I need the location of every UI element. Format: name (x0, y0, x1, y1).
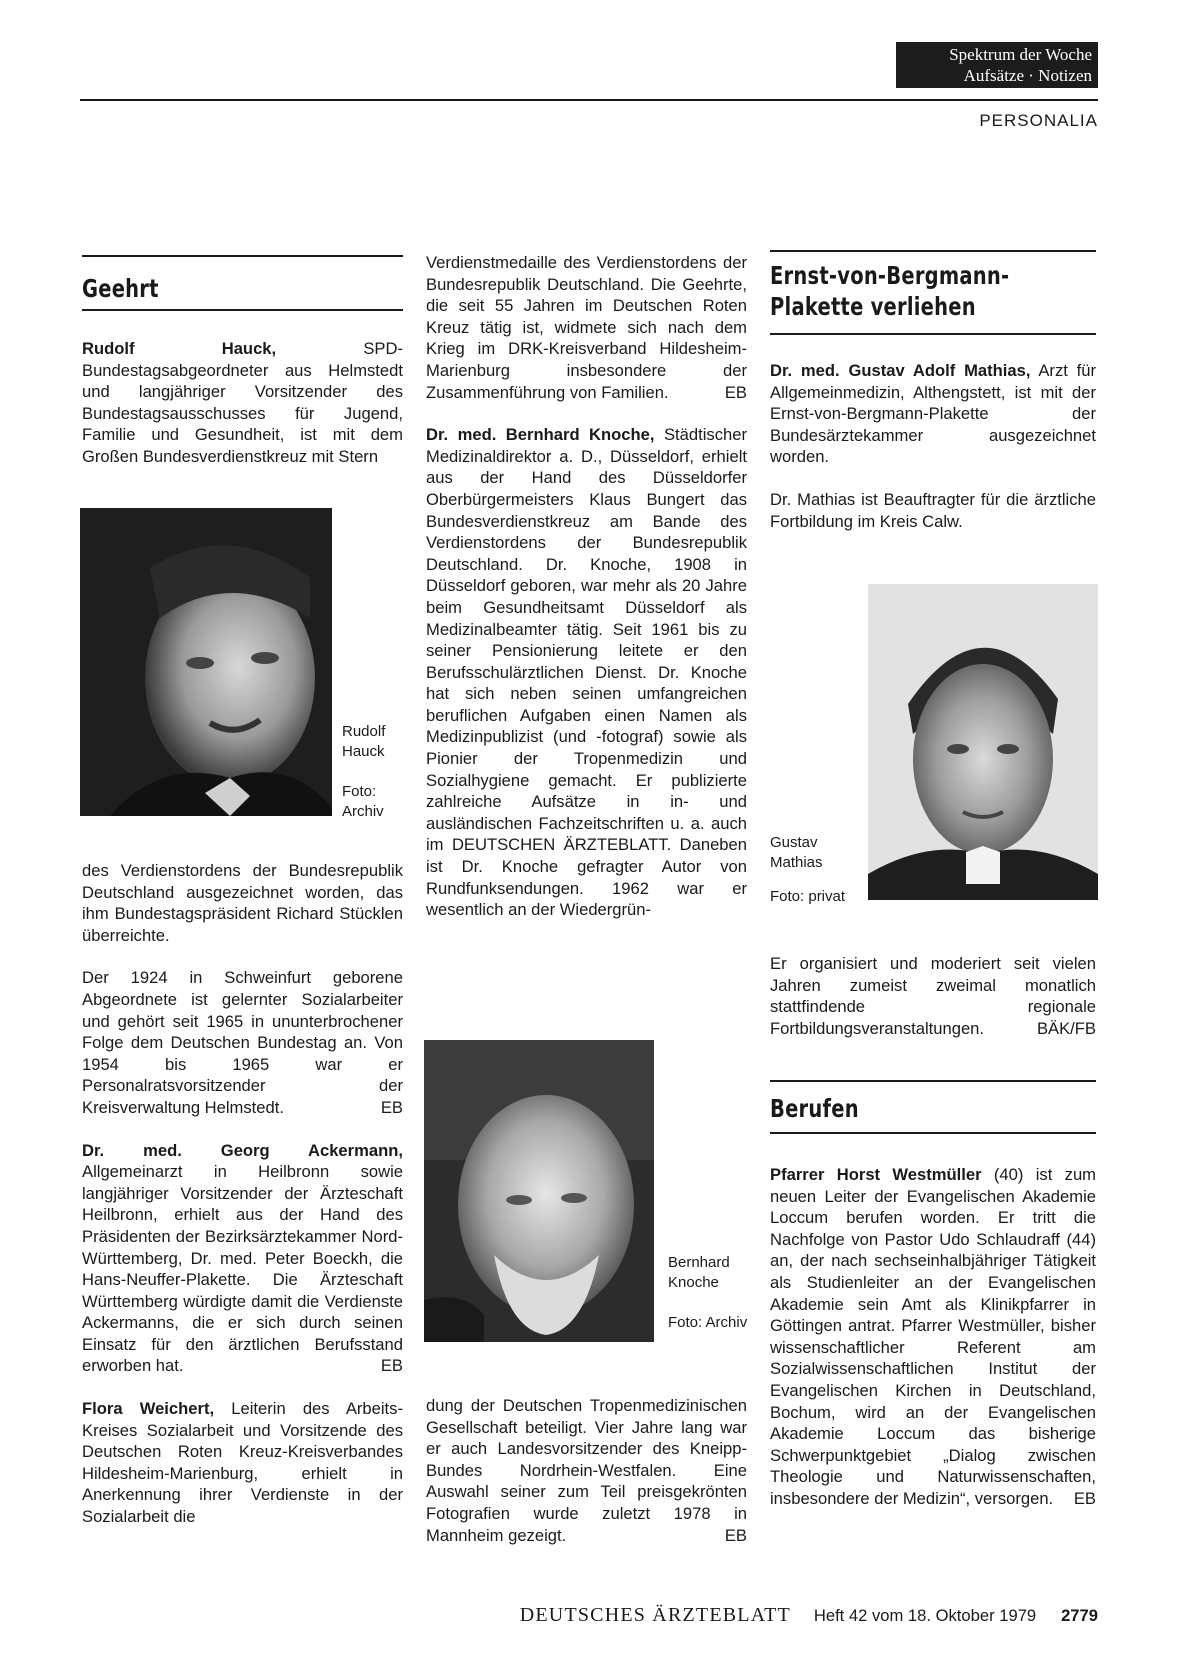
header-rule (80, 99, 1098, 101)
caption-knoche (668, 1253, 748, 1333)
bergmann-rule-bottom (770, 333, 1096, 335)
article-westmueller: Pfarrer Horst Westmüller (40) ist zum neuen Leiter der Evangelischen Akademie Loccum berufen worden. Er tritt die Nachfolge von Pastor Udo Schlaudraff (44) an, der nach sechseinhalbjähriger Tätigkeit als Studienleiter an der Evangelischen Akademie sein Amt als Klinikpfarrer in Göttingen antrat. Pfarrer Westmüller, bisher wissenschaftlicher Referent am Sozialwissenschaftlichen Institut der Evangelischen Kirchen in Deutschland, Bochum, wird an der Evangelischen Akademie Loccum das bisherige Schwerpunktgebiet „Dialog zwischen Theologie und Naturwissenschaften, insbesondere der Medizin“, versorgen. EB (770, 1165, 1096, 1508)
name-westmueller: Pfarrer Horst Westmüller (770, 1165, 982, 1184)
name-knoche: Dr. med. Bernhard Knoche, (426, 425, 655, 445)
bergmann-rule-top (770, 250, 1096, 252)
signature: EB (380, 1097, 403, 1117)
caption-mathias (770, 833, 866, 907)
signature: EB (1073, 1488, 1096, 1508)
article-knoche-end: dung der Deutschen Tropenmedizinischen Gesellschaft beteiligt. Vier Jahre lang war er auch Landesvorsitzender des Kneipp-Bundes Nordrhein-Westfalen. Eine Auswahl seiner zum Teil preisgekrönten Fotografien wurde zuletzt 1978 in Mannheim gezeigt. EB (426, 1396, 747, 1545)
footer (400, 1604, 1098, 1627)
geehrt-rule-bottom (82, 309, 403, 311)
geehrt-rule-top (82, 255, 403, 257)
section-badge (896, 42, 1098, 88)
caption-hauck-foto: Foto: Archiv (342, 783, 384, 820)
heading-bergmann: Ernst-von-Bergmann- Plakette verliehen (770, 261, 1010, 321)
caption-mathias-foto: Foto: privat (770, 888, 846, 905)
badge-line-2: Aufsätze · Notizen (963, 66, 1092, 85)
badge-line-1: Spektrum der Woche (949, 45, 1092, 64)
heading-berufen: Berufen (770, 1094, 859, 1123)
signature: EB (724, 382, 747, 402)
photo-bernhard-knoche (424, 1040, 654, 1342)
signature: EB (724, 1525, 747, 1545)
name-weichert: Flora Weichert, (82, 1399, 215, 1419)
footer-issue: Heft 42 vom 18. Oktober 1979 (813, 1606, 1037, 1625)
signature: BÄK/FB (1036, 1018, 1096, 1038)
berufen-rule-top (770, 1080, 1096, 1082)
name-mathias: Dr. med. Gustav Adolf Mathias, (770, 361, 1031, 380)
photo-gustav-mathias (868, 584, 1098, 900)
name-hauck: Rudolf Hauck, (82, 339, 277, 358)
caption-hauck-name: Rudolf Hauck (342, 723, 386, 760)
article-mathias-end: Er organisiert und moderiert seit vielen Jahren zumeist zweimal monatlich stattfindende regionale Fortbildungsveranstaltungen. BÄK/FB (770, 954, 1096, 1038)
caption-mathias-name: Gustav Mathias (770, 834, 823, 871)
article-hauck-body: des Verdienstordens der Bundesrepublik Deutschland ausgezeichnet worden, das ihm Bundestagspräsident Richard Stücklen überreichte. Der 1924 in Schweinfurt geborene Abgeordnete ist gelernter Sozialarbeiter und gehört seit 1965 in ununterbrochener Folge dem Deutschen Bundestag an. Von 1954 bis 1965 war er Personalratsvorsitzender der Kreisverwaltung Helmstedt. EB Dr. med. Georg Ackermann, Allgemeinarzt in Heilbronn sowie langjähriger Vorsitzender der Ärzteschaft Heilbronn, erhielt aus der Hand des Präsidenten der Bezirksärztekammer Nord-Württemberg, Dr. med. Peter Boeckh, die Hans-Neuffer-Plakette. Die Ärzteschaft Württemberg würdigte damit die Verdienste Ackermanns, die er sich durch seinen Einsatz für den ärztlichen Berufsstand erworben hat. EB Flora Weichert, Leiterin des Arbeits-Kreises Sozialarbeit und Vorsitzende des Deutschen Roten Kreuz-Kreisverbandes Hildesheim-Marienburg, erhielt in Anerkennung ihrer Verdienste in der Sozialarbeit die (82, 861, 403, 1527)
heading-geehrt: Geehrt (82, 274, 159, 303)
article-hauck-intro: Rudolf Hauck, SPD-Bundestagsabgeordneter aus Helmstedt und langjähriger Vorsitzender des Bundestagsausschusses für Jugend, Familie und Gesundheit, ist mit dem Großen Bundesverdienstkreuz mit Stern (82, 339, 403, 466)
photo-rudolf-hauck (80, 508, 332, 816)
berufen-rule-bottom (770, 1132, 1096, 1134)
signature: EB (380, 1356, 403, 1376)
article-column-2: Verdienstmedaille des Verdienstordens der Bundesrepublik Deutschland. Die Geehrte, die seit 55 Jahren im Deutschen Roten Kreuz tätig ist, widmete sich nach dem Krieg im DRK-Kreisverband Hildesheim-Marienburg insbesondere der Zusammenführung von Familien. EB Dr. med. Bernhard Knoche, Städtischer Medizinaldirektor a. D., Düsseldorf, erhielt aus der Hand des Düsseldorfer Oberbürgermeisters Klaus Bungert das Bundesverdienstkreuz am Bande des Verdienstordens der Bundesrepublik Deutschland. Dr. Knoche, 1908 in Düsseldorf geboren, war mehr als 20 Jahre beim Gesundheitsamt Düsseldorf als Medizinalbeamter tätig. Seit 1961 bis zu seiner Pensionierung leitete er den Berufsschulärztlichen Dienst. Dr. Knoche hat sich neben seinen umfangreichen beruflichen Aufgaben einen Namen als Medizinpublizist (und -fotograf) sowie als Pionier der Tropenmedizin und Sozialhygiene gemacht. Er publizierte zahlreiche Aufsätze in in- und ausländischen Fachzeitschriften u. a. auch im DEUTSCHEN ÄRZTEBLATT. Daneben ist Dr. Knoche gefragter Autor von Rundfunksendungen. 1962 war er wesentlich an der Wiedergrün- (426, 253, 747, 920)
caption-knoche-foto: Foto: Archiv (668, 1314, 748, 1331)
section-label: PERSONALIA (979, 111, 1098, 130)
name-ackermann: Dr. med. Georg Ackermann, (82, 1140, 403, 1160)
footer-page-number: 2779 (1061, 1606, 1098, 1625)
caption-hauck (342, 722, 406, 822)
footer-journal: DEUTSCHES ÄRZTEBLATT (519, 1604, 791, 1626)
caption-knoche-name: Bernhard Knoche (668, 1254, 730, 1291)
article-mathias: Dr. med. Gustav Adolf Mathias, Arzt für Allgemeinmedizin, Althengstett, ist mit der Ernst-von-Bergmann-Plakette der Bundesärztekammer ausgezeichnet worden. Dr. Mathias ist Beauftragter für die ärztliche Fortbildung im Kreis Calw. (770, 361, 1097, 531)
